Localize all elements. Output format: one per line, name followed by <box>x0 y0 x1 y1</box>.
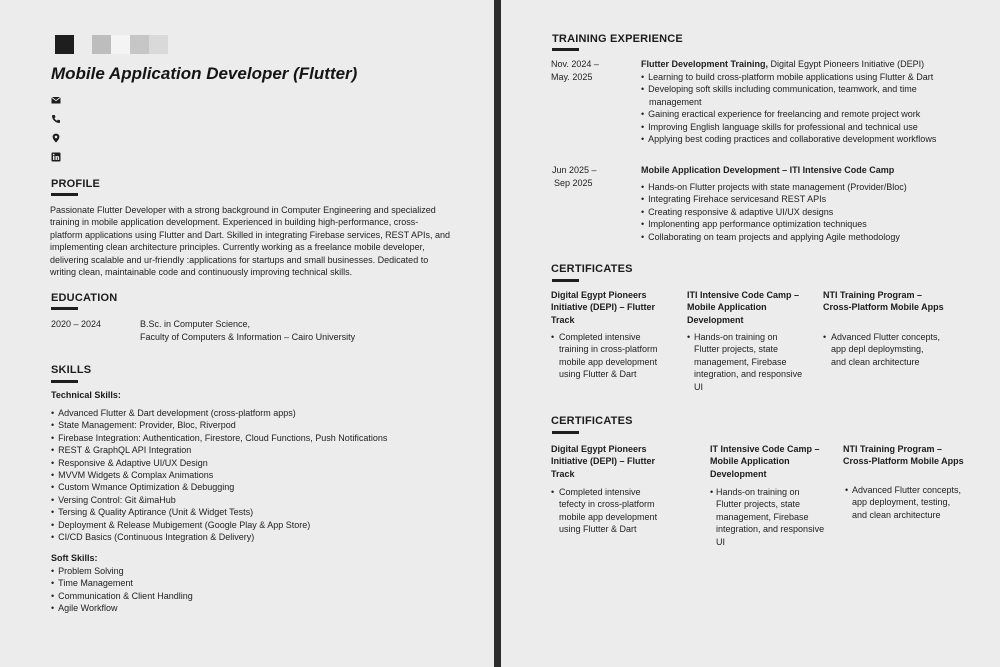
list-item: • Hands-on Flutter projects with state management (Provider/Bloc) <box>641 181 907 193</box>
heading-rule <box>552 279 579 282</box>
list-item: • Time Management <box>51 577 193 589</box>
palette-swatch <box>92 35 111 54</box>
list-item: • Versing Control: Git &imaHub <box>51 494 387 506</box>
certificates-heading: CERTIFICATES <box>551 415 633 427</box>
certificate-description: Completed intensive training in cross-platform mobile app development using Flutter & Dart <box>559 332 658 380</box>
certificate-title: NTI Training Program – Cross-Platform Mobile Apps <box>823 290 944 313</box>
palette-swatch <box>130 35 149 54</box>
location-pin-icon <box>51 133 61 143</box>
heading-rule <box>51 307 78 310</box>
palette-swatch <box>55 35 74 54</box>
bullet-dot: • <box>845 485 849 495</box>
list-item: • Responsive & Adaptive UI/UX Design <box>51 457 387 469</box>
list-item: • Implonenting app performance optimization techniques <box>641 218 907 230</box>
certificate-title: NTI Training Program – Cross-Platform Mobile Apps <box>843 444 964 467</box>
list-item: • Creating responsive & adaptive UI/UX designs <box>641 206 907 218</box>
heading-rule <box>552 431 579 434</box>
list-item: • Communication & Client Handling <box>51 590 193 602</box>
job-title: Mobile Application Developer (Flutter) <box>51 64 358 83</box>
heading-rule <box>51 193 78 196</box>
training-date-end: Sep 2025 <box>554 178 593 188</box>
list-item: • Improving English language skills for professional and technical use <box>641 121 936 133</box>
heading-rule <box>51 380 78 383</box>
list-item: • Problem Solving <box>51 565 193 577</box>
certificate-description: Hands-on training on Flutter projects, state management, Firebase integration, and responsive UI <box>694 332 803 392</box>
training-date-end: May. 2025 <box>551 72 593 82</box>
certificate-description: Hands-on training on Flutter projects, state management, Firebase integration, and responsive UI <box>716 487 825 547</box>
palette-swatch <box>149 35 168 54</box>
certificate-title: IT Intensive Code Camp – Mobile Application Development <box>710 444 820 479</box>
email-icon <box>51 95 61 105</box>
list-item: • Integrating Firehace servicesand REST APIs <box>641 193 907 205</box>
list-item: management <box>649 96 702 107</box>
page-divider <box>494 0 501 667</box>
profile-heading: PROFILE <box>51 178 101 190</box>
list-item: • Agile Workflow <box>51 602 193 614</box>
linkedin-icon <box>51 152 61 162</box>
training-title-bold: Flutter Development Training, <box>641 59 769 69</box>
certificates-heading: CERTIFICATES <box>551 263 633 275</box>
list-item: • MVVM Widgets & Complax Animations <box>51 469 387 481</box>
profile-text: Passionate Flutter Developer with a strong background in Computer Engineering and specialized training in mobile application development. Experienced in building high-performance, cross- platform applications using Flutter and Dart. Skilled in integrating Firebase services, REST APIs, and implementing clean architecture principles. Currently working as a freelance mobile developer, delivering scalable and ur-friendly :applications for startups and small businesses. Dedicated to writing clean, maintainable code and continuously improving technical skills. <box>50 205 451 278</box>
certificate-description: Advanced Flutter concepts, app depl deploymsting, and clean architecture <box>831 332 941 367</box>
education-heading: EDUCATION <box>51 292 118 304</box>
list-item: • Developing soft skills including communication, teamwork, and time <box>641 83 936 95</box>
bullet-dot: • <box>710 487 714 497</box>
phone-icon <box>51 114 61 124</box>
skills-heading: SKILLS <box>51 364 92 376</box>
training-date-start: Jun 2025 – <box>552 165 597 175</box>
list-item: • Applying best coding practices and collaborative development workflows <box>641 133 936 145</box>
certificate-title: Digital Egypt Pioneers Initiative (DEPI) – Flutter Track <box>551 290 656 325</box>
list-item: • Gaining eractical experience for freelancing and remote project work <box>641 108 936 120</box>
list-item: • Deployment & Release Mubigement (Google Play & App Store) <box>51 519 387 531</box>
education-school: Faculty of Computers & Information – Cairo University <box>140 332 356 342</box>
soft-skills-heading: Soft Skills: <box>51 553 98 563</box>
certificate-title: ITI Intensive Code Camp – Mobile Application Development <box>687 290 800 325</box>
list-item: • Learning to build cross-platform mobile applications using Flutter & Dart <box>641 71 936 83</box>
certificate-description: Completed intensive tefecty in cross-platform mobile app development using Flutter & Dart <box>559 487 658 535</box>
contact-list <box>51 95 61 171</box>
list-item: • Collaborating on team projects and applying Agile methodology <box>641 231 907 243</box>
training-title <box>641 164 894 176</box>
education-degree: B.Sc. in Computer Science, <box>140 319 251 329</box>
bullet-dot: • <box>687 332 691 342</box>
list-item: • Advanced Flutter & Dart development (cross-platform apps) <box>51 407 387 419</box>
list-item: • Tersing & Quality Aptirance (Unit & Widget Tests) <box>51 506 387 518</box>
training-heading: TRAINING EXPERIENCE <box>552 33 683 45</box>
resume-page-right <box>501 0 1000 667</box>
technical-skills-heading: Technical Skills: <box>51 390 121 400</box>
soft-skills-list <box>51 565 193 615</box>
training-date-start: Nov. 2024 – <box>551 59 599 69</box>
resume-page-left <box>0 0 494 667</box>
palette-swatch <box>111 35 130 54</box>
list-item: • REST & GraphQL API Integration <box>51 444 387 456</box>
heading-rule <box>552 48 579 51</box>
training-title <box>641 58 924 70</box>
bullet-dot: • <box>551 332 555 342</box>
training-bullets <box>641 181 907 243</box>
training-title-org: Digital Egypt Pioneers Initiative (DEPI) <box>768 59 925 69</box>
list-item: • Custom Wmance Optimization & Debugging <box>51 481 387 493</box>
technical-skills-list <box>51 407 387 543</box>
bullet-dot: • <box>551 487 555 497</box>
list-item: • CI/CD Basics (Continuous Integration & Delivery) <box>51 531 387 543</box>
list-item: • State Management: Provider, Bloc, Riverpod <box>51 419 387 431</box>
education-years: 2020 – 2024 <box>51 319 102 329</box>
list-item: • Firebase Integration: Authentication, Firestore, Cloud Functions, Push Notifications <box>51 432 387 444</box>
certificate-title: Digital Egypt Pioneers Initiative (DEPI) – Flutter Track <box>551 444 656 479</box>
certificate-description: Advanced Flutter concepts, app deployment, testing, and clean architecture <box>852 485 962 520</box>
training-bullets <box>641 71 936 145</box>
training-title-bold: Mobile Application Development – ITI Intensive Code Camp <box>641 165 895 175</box>
color-palette <box>55 35 168 54</box>
bullet-dot: • <box>823 332 827 342</box>
